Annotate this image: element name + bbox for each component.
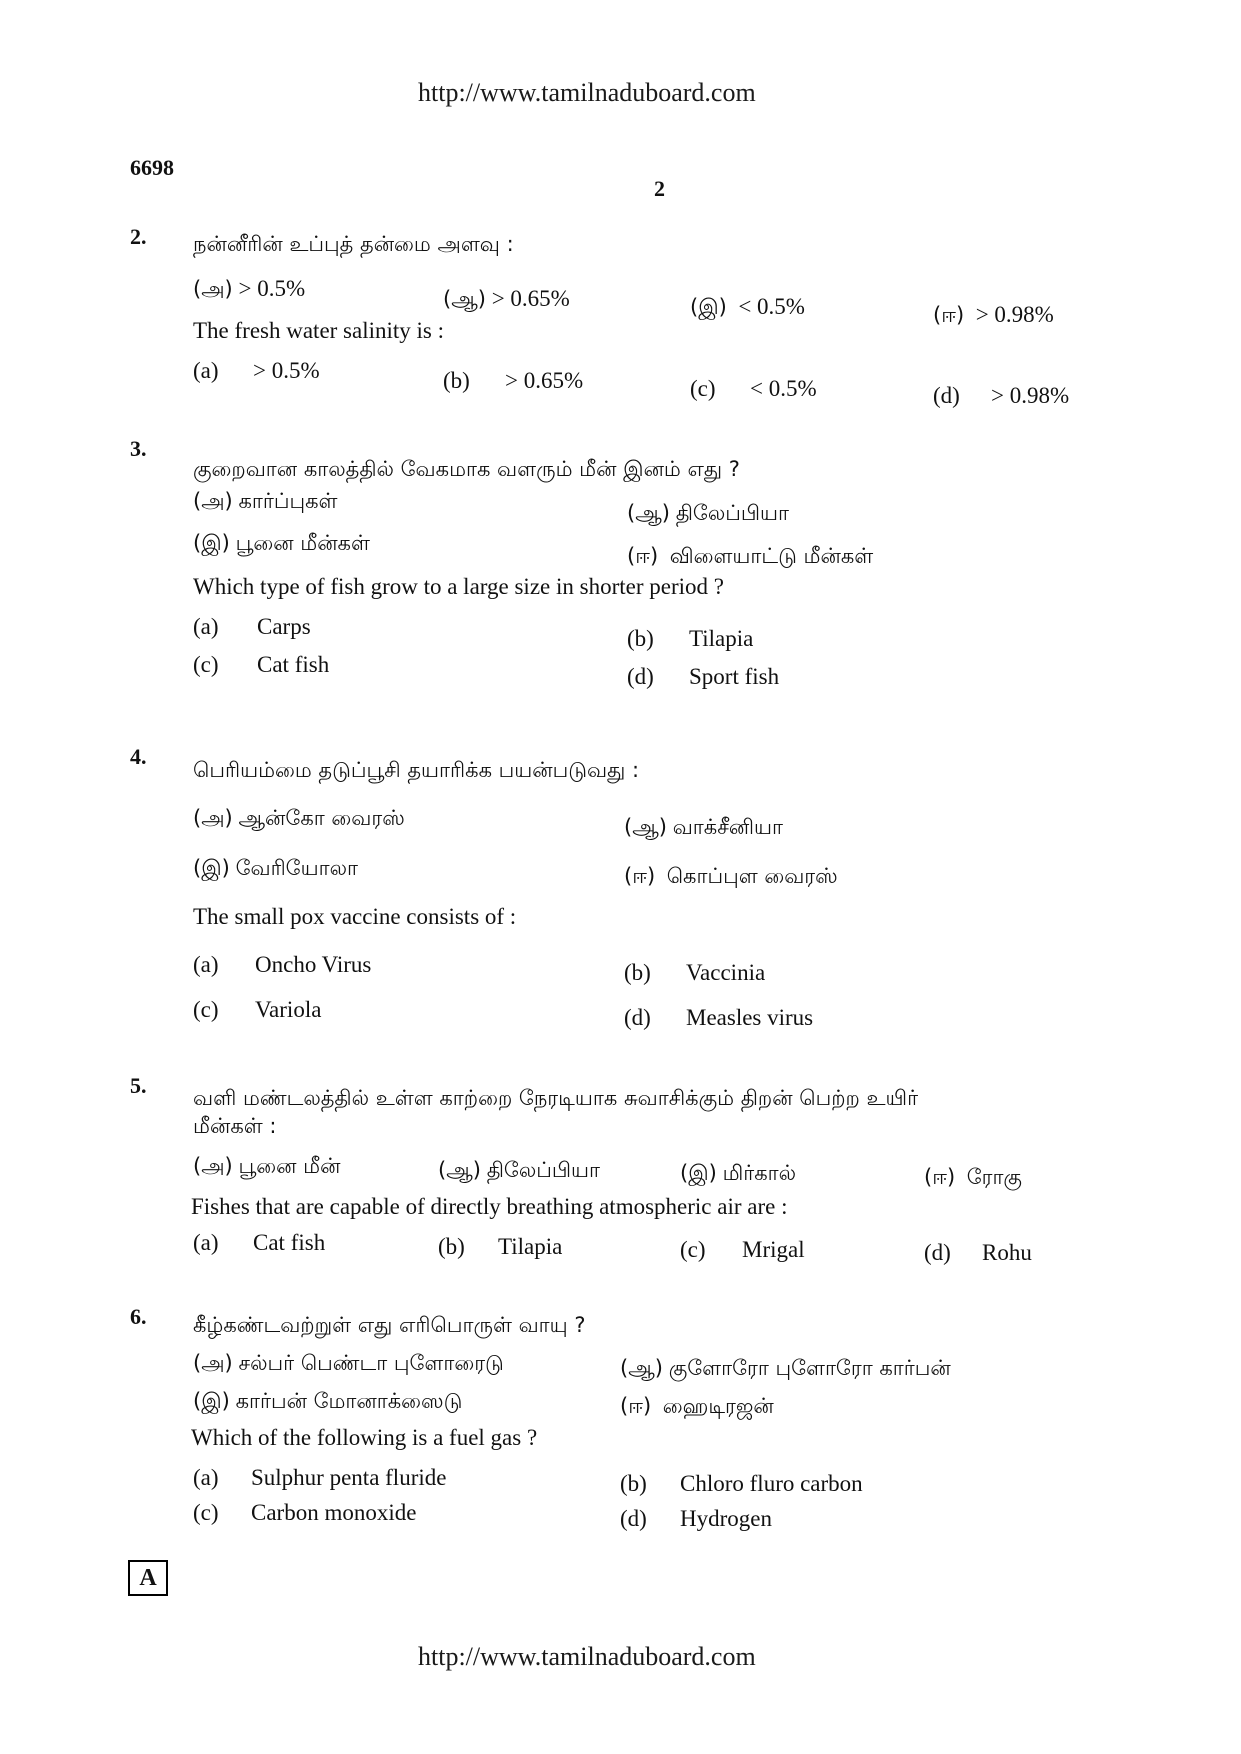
question-english-text: The small pox vaccine consists of : <box>193 904 517 929</box>
option-text: Chloro fluro carbon <box>680 1471 863 1496</box>
option-label: (c) <box>193 652 219 677</box>
option-text: ரோகு <box>966 1165 1022 1189</box>
option-label: (a) <box>193 1230 219 1255</box>
option-tamil-c <box>193 855 358 883</box>
option-text: வாக்சீனியா <box>672 815 783 839</box>
option-text: Oncho Virus <box>255 952 372 977</box>
option-label: (இ) <box>680 1161 717 1185</box>
option-label: (ஆ) <box>438 1158 481 1182</box>
option-text: விளையாட்டு மீன்கள் <box>669 544 874 568</box>
option-label: (d) <box>627 664 654 689</box>
question-tamil-text: கீழ்கண்டவற்றுள் எது எரிபொருள் வாயு ? <box>193 1313 586 1337</box>
option-label: (ஆ) <box>620 1356 663 1380</box>
option-tamil-d <box>627 543 873 571</box>
option-english-d <box>627 664 779 690</box>
option-text: > 0.98% <box>975 302 1054 327</box>
option-tamil-b <box>620 1355 951 1383</box>
option-text: Carps <box>257 614 311 639</box>
option-text: > 0.98% <box>991 383 1070 408</box>
option-text: வேரியோலா <box>235 856 358 880</box>
option-text: குளோரோ புளோரோ கார்பன் <box>668 1356 951 1380</box>
option-label: (d) <box>620 1506 647 1531</box>
option-english-b <box>443 368 583 394</box>
option-english-a <box>193 358 320 384</box>
option-english-c <box>193 1500 416 1526</box>
option-label: (a) <box>193 1465 219 1490</box>
option-label: (d) <box>624 1005 651 1030</box>
option-text: Variola <box>255 997 322 1022</box>
option-tamil-d <box>620 1393 774 1421</box>
option-text: Tilapia <box>498 1234 563 1259</box>
option-text: Carbon monoxide <box>251 1500 417 1525</box>
option-label: (a) <box>193 614 219 639</box>
option-english-c <box>690 376 817 402</box>
option-label: (இ) <box>193 1389 230 1413</box>
option-label: (ஆ) <box>443 287 486 311</box>
option-label: (b) <box>627 626 654 651</box>
option-english-b <box>620 1471 863 1497</box>
option-english-b <box>624 960 765 986</box>
option-english-b <box>438 1234 562 1260</box>
option-text: Vaccinia <box>686 960 766 985</box>
option-tamil-c <box>680 1160 796 1188</box>
question-number: 6. <box>130 1304 147 1329</box>
option-tamil-d <box>624 863 838 891</box>
option-label: (அ) <box>193 489 233 513</box>
option-label: (d) <box>933 383 960 408</box>
option-text: > 0.65% <box>505 368 584 393</box>
option-text: பூனை மீன் <box>238 1154 341 1178</box>
option-label: (ஈ) <box>624 864 656 888</box>
option-text: < 0.5% <box>750 376 817 401</box>
option-label: (d) <box>924 1240 951 1265</box>
option-english-d <box>933 383 1069 409</box>
option-text: Tilapia <box>689 626 754 651</box>
option-label: (இ) <box>193 531 230 555</box>
option-english-a <box>193 614 311 640</box>
option-label: (ஈ) <box>620 1394 652 1418</box>
footer-url[interactable]: http://www.tamilnaduboard.com <box>418 1642 756 1671</box>
question-tamil-text: பெரியம்மை தடுப்பூசி தயாரிக்க பயன்படுவது : <box>193 758 640 782</box>
option-tamil-c <box>193 1388 462 1416</box>
option-tamil-a <box>193 805 405 833</box>
option-text: < 0.5% <box>738 294 805 319</box>
option-label: (அ) <box>193 277 233 301</box>
option-text: ஆன்கோ வைரஸ் <box>238 806 405 830</box>
option-text: கொப்புள வைரஸ் <box>666 864 838 888</box>
option-tamil-a <box>193 276 305 304</box>
option-text: சல்பர் பெண்டா புளோரைடு <box>238 1351 504 1375</box>
option-label: (இ) <box>690 295 727 319</box>
series-box: A <box>128 1560 168 1596</box>
question-english-text: Which type of fish grow to a large size in shorter period ? <box>193 574 724 599</box>
question-tamil-text-line2: மீன்கள் : <box>193 1114 277 1138</box>
option-label: (c) <box>193 997 219 1022</box>
option-english-d <box>620 1506 772 1532</box>
option-label: (c) <box>193 1500 219 1525</box>
option-text: Cat fish <box>257 652 330 677</box>
option-text: கார்பன் மோனாக்ஸைடு <box>235 1389 463 1413</box>
option-text: Sport fish <box>689 664 780 689</box>
option-text: Cat fish <box>253 1230 326 1255</box>
option-english-c <box>680 1237 805 1263</box>
option-english-d <box>924 1240 1032 1266</box>
option-text: Rohu <box>982 1240 1032 1265</box>
option-text: > 0.5% <box>253 358 320 383</box>
option-tamil-a <box>193 1350 504 1378</box>
option-english-a <box>193 1465 446 1491</box>
option-tamil-b <box>624 814 783 842</box>
option-label: (b) <box>438 1234 465 1259</box>
option-english-c <box>193 997 321 1023</box>
option-label: (அ) <box>193 1154 233 1178</box>
question-tamil-text: நன்னீரின் உப்புத் தன்மை அளவு : <box>193 232 514 256</box>
header-url[interactable]: http://www.tamilnaduboard.com <box>418 78 756 107</box>
option-english-c <box>193 652 329 678</box>
option-text: > 0.65% <box>491 286 570 311</box>
option-tamil-b <box>627 500 789 528</box>
option-label: (ஈ) <box>627 544 659 568</box>
question-english-text: Which of the following is a fuel gas ? <box>191 1425 538 1450</box>
paper-code: 6698 <box>130 155 174 180</box>
option-label: (c) <box>680 1237 706 1262</box>
option-label: (c) <box>690 376 716 401</box>
option-label: (அ) <box>193 1351 233 1375</box>
question-number: 3. <box>130 436 147 461</box>
option-label: (அ) <box>193 806 233 830</box>
option-label: (இ) <box>193 856 230 880</box>
option-text: Hydrogen <box>680 1506 772 1531</box>
option-label: (b) <box>443 368 470 393</box>
option-english-a <box>193 1230 325 1256</box>
question-english-text: Fishes that are capable of directly breathing atmospheric air are : <box>191 1194 788 1219</box>
option-label: (b) <box>624 960 651 985</box>
option-tamil-b <box>438 1157 600 1185</box>
option-tamil-a <box>193 488 338 516</box>
option-text: > 0.5% <box>238 276 306 301</box>
question-english-text: The fresh water salinity is : <box>193 318 445 343</box>
question-number: 4. <box>130 744 147 769</box>
option-tamil-c <box>193 530 370 558</box>
option-label: (a) <box>193 952 219 977</box>
option-text: திலேப்பியா <box>486 1158 601 1182</box>
option-label: (ஈ) <box>933 303 965 327</box>
question-tamil-text: வளி மண்டலத்தில் உள்ள காற்றை நேரடியாக சுவாசிக்கும் திறன் பெற்ற உயிர் <box>193 1086 919 1110</box>
option-label: (ஆ) <box>627 501 670 525</box>
option-text: Mrigal <box>742 1237 805 1262</box>
option-tamil-c <box>690 294 805 322</box>
option-text: பூனை மீன்கள் <box>235 531 370 555</box>
question-number: 5. <box>130 1073 147 1098</box>
option-label: (ஆ) <box>624 815 667 839</box>
option-tamil-d <box>924 1164 1022 1192</box>
option-label: (b) <box>620 1471 647 1496</box>
option-tamil-a <box>193 1153 340 1181</box>
option-label: (a) <box>193 358 219 383</box>
option-english-b <box>627 626 753 652</box>
option-label: (ஈ) <box>924 1165 956 1189</box>
option-tamil-b <box>443 286 570 314</box>
option-text: கார்ப்புகள் <box>238 489 338 513</box>
option-text: ஹைடிரஜன் <box>662 1394 774 1418</box>
option-text: மிர்கால் <box>722 1161 797 1185</box>
option-english-a <box>193 952 371 978</box>
option-text: Measles virus <box>686 1005 814 1030</box>
option-english-d <box>624 1005 813 1031</box>
question-number: 2. <box>130 224 147 249</box>
option-tamil-d <box>933 302 1054 330</box>
option-text: திலேப்பியா <box>675 501 790 525</box>
question-tamil-text: குறைவான காலத்தில் வேகமாக வளரும் மீன் இனம் எது ? <box>193 457 740 481</box>
option-text: Sulphur penta fluride <box>251 1465 447 1490</box>
page-number: 2 <box>654 176 665 201</box>
